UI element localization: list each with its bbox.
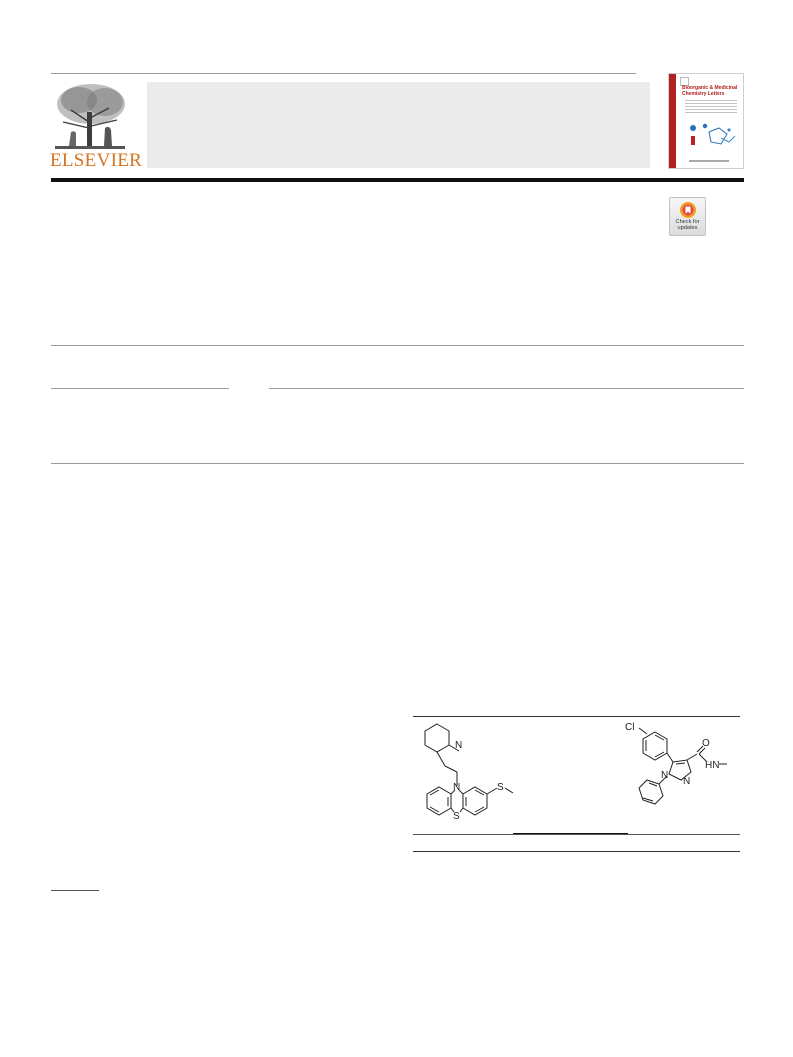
cover-subtitle-lines bbox=[685, 100, 737, 114]
article-info-bottom-rule bbox=[51, 463, 744, 464]
journal-header-banner bbox=[147, 82, 650, 168]
check-for-updates-badge[interactable] bbox=[669, 197, 706, 236]
table-mid-rule-accent bbox=[513, 833, 628, 834]
bookmark-icon bbox=[677, 201, 699, 221]
badge-line-2: updates bbox=[677, 225, 698, 231]
cover-graphic bbox=[687, 120, 739, 152]
journal-cover-thumbnail[interactable] bbox=[668, 73, 744, 169]
table-bottom-rule bbox=[413, 851, 740, 852]
label-n1: N bbox=[661, 770, 669, 781]
elsevier-wordmark: ELSEVIER bbox=[50, 150, 143, 171]
header-top-rule bbox=[51, 73, 636, 74]
cover-journal-title: Bioorganic & Medicinal Chemistry Letters bbox=[682, 85, 738, 97]
label-n2: N bbox=[683, 776, 691, 787]
label-cl: Cl bbox=[625, 722, 635, 733]
header-divider bbox=[51, 178, 744, 182]
label-s-core: S bbox=[453, 811, 460, 822]
badge-line-1: Check for bbox=[675, 219, 700, 225]
article-info-top-rule bbox=[51, 345, 744, 346]
table-mid-rule bbox=[413, 834, 740, 835]
label-o: O bbox=[702, 738, 710, 749]
thioridazine-structure bbox=[413, 720, 543, 828]
label-n-core: N bbox=[453, 782, 461, 793]
footnote-rule bbox=[51, 890, 99, 891]
abstract-rule bbox=[269, 388, 744, 389]
label-n-ring: N bbox=[455, 740, 463, 751]
table-top-rule bbox=[413, 716, 740, 717]
label-s-side: S bbox=[497, 782, 504, 793]
compound-table bbox=[413, 716, 740, 853]
article-info-left-rule bbox=[51, 388, 229, 389]
cover-accent-stripe bbox=[669, 74, 676, 168]
pyrazole-carboxamide-structure bbox=[621, 718, 739, 808]
label-nh: HN bbox=[705, 760, 720, 771]
elsevier-tree-logo bbox=[51, 82, 129, 156]
check-for-updates-label bbox=[670, 219, 705, 231]
cover-footer-line bbox=[689, 160, 729, 162]
